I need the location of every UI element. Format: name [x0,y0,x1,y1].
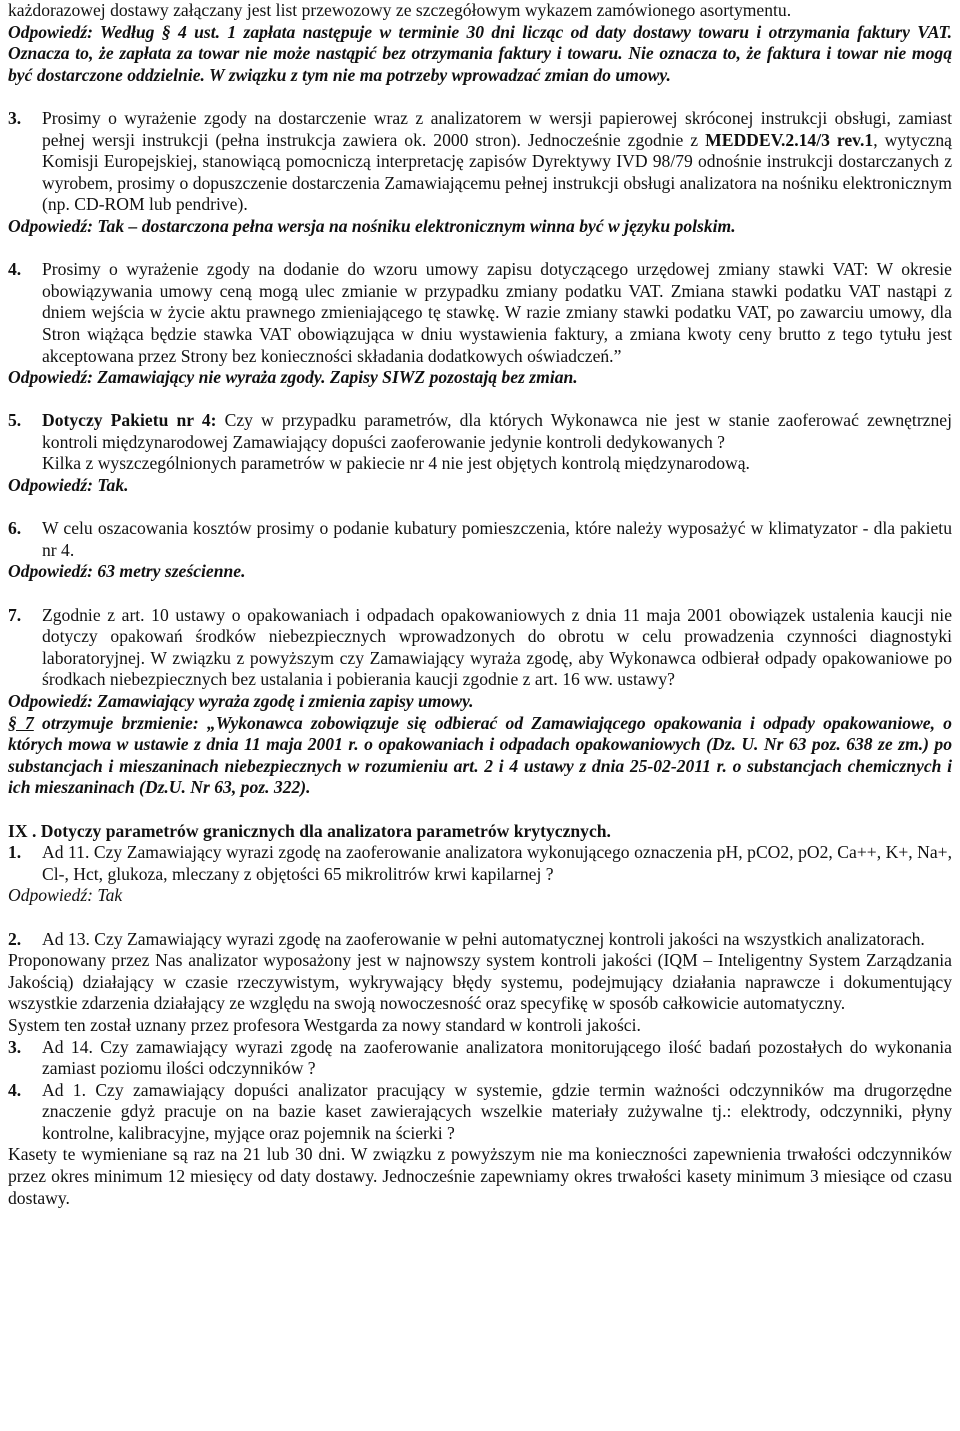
question-3-bold: MEDDEV.2.14/3 rev.1 [705,129,874,150]
section-9-item-2 [8,929,952,951]
intro-answer-prefix: Odpowiedź: Według [8,21,155,42]
question-6 [8,518,952,561]
question-3-text-a: Prosimy o wyrażenie zgody na dostarczenie wraz z analizatorem w wersji papierowej skróconej instrukcji obsługi, zamiast pełnej wersji instrukcji (pełna instrukcja zawiera ok. 2000 stron). Jednocześnie zgodnie z [42,107,952,150]
section-9-item-4-text: Ad 1. Czy zamawiający dopuści analizator pracujący w systemie, gdzie termin ważności odczynników ma drugorzędne znaczenie gdyż pracuje on na bazie kaset zawierających wszelkie materiały zużywalne tj.: elektrody, odczynniki, płyny kontrolne, kalibracyjne, myjące oraz pojemnik na ścierki ? [42,1079,952,1143]
section-9-item-3-number: 3. [8,1036,22,1057]
section-9-item-3 [8,1037,952,1080]
question-5-text2: Kilka z wyszczególnionych parametrów w pakiecie nr 4 nie jest objętych kontrolą międzynarodową. [42,453,750,474]
section-9-item-1-number: 1. [8,842,22,863]
section-9-item-2-paragraph-2: System ten został uznany przez profesora Westgarda za nowy standard w kontroli jakości. [8,1014,641,1035]
question-5-answer: Odpowiedź: Tak. [8,475,129,496]
question-7-text: Zgodnie z art. 10 ustawy o opakowaniach i odpadach opakowaniowych z dnia 11 maja 2001 obowiązek ustalenia kaucji nie dotyczy opakowań środków niebezpiecznych wprowadzonych do obrotu w celu prowadzenia czynności diagnostyki laboratoryjnej. W związku z powyższym czy Zamawiający wyraża zgodę, aby Wykonawca odbierał odpady opakowaniowe po środkach niebezpiecznych bez ustalania i pobierania kaucji zgodnie z art. 16 ww. ustawy? [42,604,952,690]
question-5-bold: Dotyczy Pakietu nr 4: [42,410,217,431]
intro-answer-text: § 4 ust. 1 zapłata następuje w terminie 30 dni licząc od daty dostawy towaru i otrzymania faktury VAT. Oznacza to, że zapłata za towar nie może nastąpić bez otrzymania faktury i towaru. Nie oznacza to, że faktura i towar nie mogą być dostarczone oddzielnie. W związku z tym nie ma potrzeby wprowadzać zmian do umowy. [8,21,952,85]
question-6-answer: Odpowiedź: 63 metry sześcienne. [8,561,246,582]
question-5 [8,410,952,453]
question-7 [8,605,952,691]
question-7-paragraph [8,713,952,799]
section-9-item-3-text: Ad 14. Czy zamawiający wyrazi zgodę na zaoferowanie analizatora monitorującego ilość badań pozostałych do wykonania zamiast poziomu ilości odczynników ? [42,1036,952,1079]
section-9-item-2-paragraph-1: Proponowany przez Nas analizator wyposażony jest w najnowszy system kontroli jakości (IQM – Inteligentny System Zarządzania Jakością) działający w czasie rzeczywistym, wykrywający błędy systemu, podejmujący działania naprawcze i dokumentujący wszystkie zdarzenia działający ze względu na swoją nowoczesność oraz specyfikę w sposób całkowicie automatyczny. [8,950,952,1014]
question-4-text: Prosimy o wyrażenie zgody na dodanie do wzoru umowy zapisu dotyczącego urzędowej zmiany stawki VAT: W okresie obowiązywania umowy ceną mogą ulec zmianie w przypadku zmiany podatku VAT. Zmiana stawki podatku VAT nastąpi z dniem wejścia w życie aktu prawnego zmieniającego tę stawkę. W razie zmiany stawki podatku VAT, po zawarciu umowy, dla Stron wiążąca będzie stawka VAT obowiązująca w dniu wystawienia faktury, a zmiana kwoty ceny brutto z tego tytułu jest akceptowana przez Strony bez konieczności składania dodatkowych oświadczeń.” [42,259,952,366]
question-6-text: W celu oszacowania kosztów prosimy o podanie kubatury pomieszczenia, które należy wyposażyć w klimatyzator - dla pakietu nr 4. [42,518,952,560]
section-9-item-4-paragraph: Kasety te wymieniane są raz na 21 lub 30 dni. W związku z powyższym nie ma konieczności zapewnienia trwałości odczynników przez okres minimum 12 miesięcy od daty dostawy. Jednocześnie zapewniamy okres trwałości kasety minimum 3 miesiące od czasu dostawy. [8,1144,952,1208]
question-4 [8,259,952,367]
section-9-item-4 [8,1080,952,1145]
question-5-text: Czy w przypadku parametrów, dla których Wykonawca nie jest w stanie zaoferować zewnętrznej kontroli międzynarodowej Zamawiający dopuści zaoferowanie jedynie kontroli dedykowanych ? [42,410,952,452]
section-9-item-1-text: Ad 11. Czy Zamawiający wyrazi zgodę na zaoferowanie analizatora wykonującego oznaczenia pH, pCO2, pO2, Ca++, K+, Na+, Cl-, Hct, glukoza, mleczany z objętości 65 mikrolitrów krwi kapilarnej ? [42,842,952,884]
question-6-number: 6. [8,518,22,539]
question-3 [8,108,952,216]
question-4-number: 4. [8,259,22,280]
question-7-paragraph-section: § 7 [8,712,34,733]
question-3-number: 3. [8,107,22,128]
question-3-text-b: , wytyczną Komisji Europejskiej, stanowiącą pomocniczą interpretację zapisów Dyrektywy IVD 98/79 odnośnie instrukcji dostarczanych z wyrobem, prosimy o dopuszczenie dostarczenia Zamawiającemu pełnej instrukcji obsługi analizatora na nośniku elektronicznym (np. CD-ROM lub pendrive). [42,129,952,215]
question-7-number: 7. [8,604,22,625]
question-5-number: 5. [8,410,22,431]
section-9-item-1 [8,842,952,885]
section-9-item-2-number: 2. [8,928,22,949]
section-9-item-1-answer: Odpowiedź: Tak [8,885,123,906]
intro-answer [8,22,952,87]
section-9-item-4-number: 4. [8,1079,22,1100]
question-3-answer: Odpowiedź: Tak – dostarczona pełna wersja na nośniku elektronicznym winna być w języku polskim. [8,215,736,236]
section-9-item-2-text: Ad 13. Czy Zamawiający wyrazi zgodę na zaoferowanie w pełni automatycznej kontroli jakości na wszystkich analizatorach. [42,928,925,949]
section-9-heading: IX . Dotyczy parametrów granicznych dla analizatora parametrów krytycznych. [8,820,611,841]
question-7-paragraph-text: otrzymuje brzmienie: „Wykonawca zobowiązuje się odbierać od Zamawiającego opakowania i odpady opakowaniowe, o których mowa w ustawie z dnia 11 maja 2001 r. o opakowaniach i odpadach opakowaniowych (Dz. U. Nr 63 poz. 638 ze zm.) po substancjach i mieszaninach niebezpiecznych w rozumieniu art. 2 i 4 ustawy z dnia 25-02-2011 r. o substancjach chemicznych i ich mieszaninach (Dz.U. Nr 63, poz. 322). [8,712,952,798]
question-4-answer: Odpowiedź: Zamawiający nie wyraża zgody. Zapisy SIWZ pozostają bez zmian. [8,367,578,388]
question-7-answer: Odpowiedź: Zamawiający wyraża zgodę i zmienia zapisy umowy. [8,691,474,711]
intro-line: każdorazowej dostawy załączany jest list przewozowy ze szczegółowym wykazem zamówionego asortymentu. [8,0,792,20]
